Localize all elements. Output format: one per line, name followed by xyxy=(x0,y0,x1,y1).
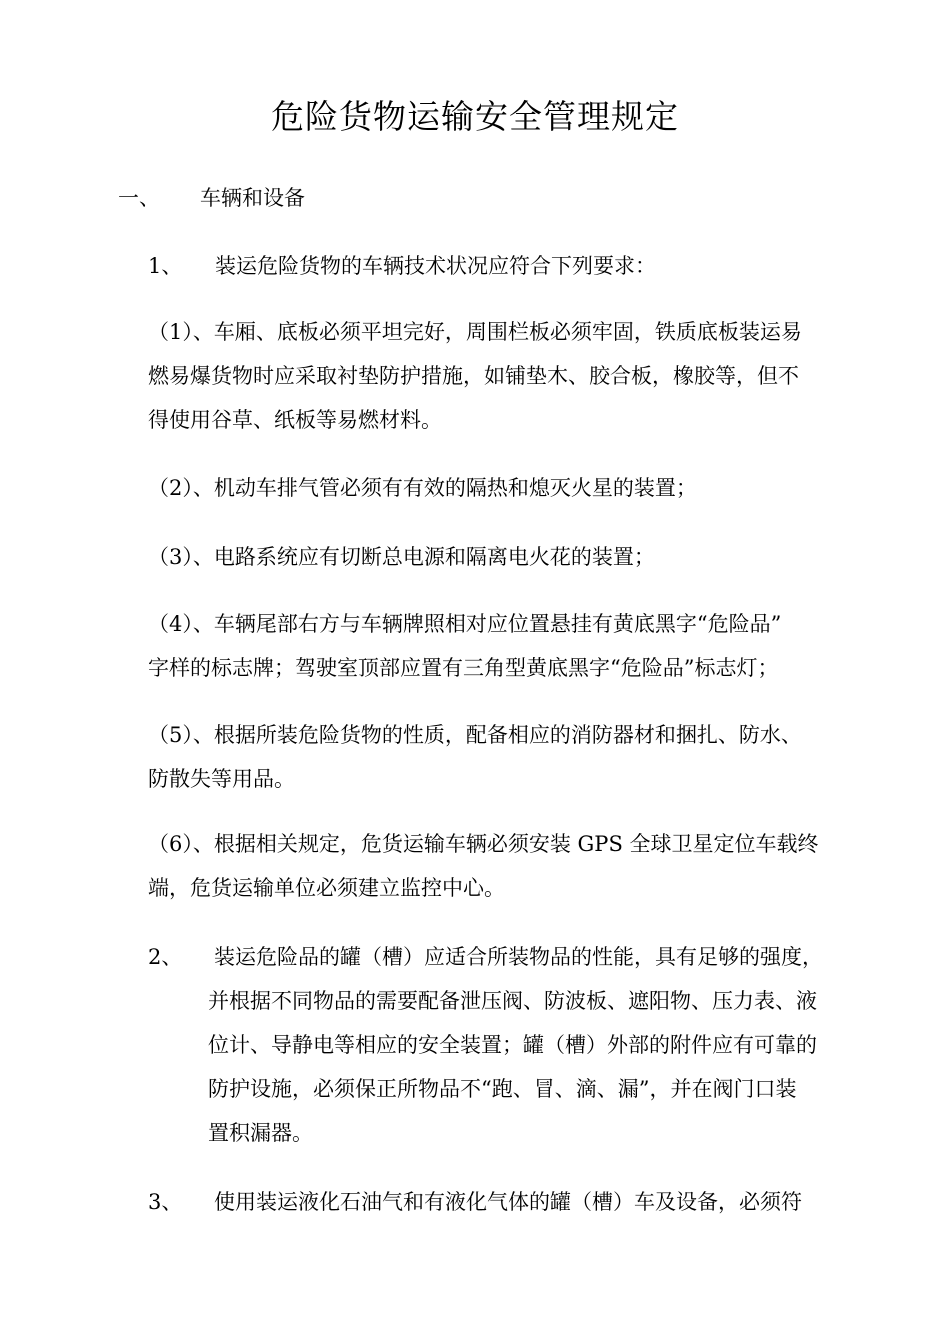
sub-item-line: （1）、车厢、底板必须平坦完好，周围栏板必须牢固，铁质底板装运易 xyxy=(148,320,802,344)
section-number: 一、 xyxy=(118,186,160,210)
item-number: 1、 xyxy=(148,254,183,278)
sub-item-line: （3）、电路系统应有切断总电源和隔离电火花的装置； xyxy=(148,545,655,569)
sub-item-line: （2）、机动车排气管必须有有效的隔热和熄灭火星的装置； xyxy=(148,476,697,500)
sub-item-4 xyxy=(148,602,850,690)
item-line: 位计、导静电等相应的安全装置；罐（槽）外部的附件应有可靠的 xyxy=(208,1033,817,1057)
sub-item-5 xyxy=(148,713,850,801)
page-title: 危险货物运输安全管理规定 xyxy=(271,97,679,136)
item-3-text xyxy=(214,1180,802,1224)
section-heading-vehicles xyxy=(118,181,305,215)
sub-item-line: （6）、根据相关规定，危货运输车辆必须安装 GPS 全球卫星定位车载终 xyxy=(148,832,819,856)
sub-item-line: 字样的标志牌；驾驶室顶部应置有三角型黄底黑字“危险品”标志灯； xyxy=(148,656,779,680)
sub-item-line: 得使用谷草、纸板等易燃材料。 xyxy=(148,408,442,432)
sub-item-line: 燃易爆货物时应采取衬垫防护措施，如铺垫木、胶合板，橡胶等，但不 xyxy=(148,364,799,388)
sub-item-3 xyxy=(148,535,850,579)
sub-item-line: （5）、根据所装危险货物的性质，配备相应的消防器材和捆扎、防水、 xyxy=(148,723,802,747)
item-2-text xyxy=(208,935,823,1155)
item-line: 使用装运液化石油气和有液化气体的罐（槽）车及设备，必须符 xyxy=(214,1190,802,1214)
item-line: 置积漏器。 xyxy=(208,1121,313,1145)
item-number: 2、 xyxy=(148,945,183,969)
item-number: 3、 xyxy=(148,1190,183,1214)
sub-item-6 xyxy=(148,822,850,910)
sub-item-line: 端，危货运输单位必须建立监控中心。 xyxy=(148,876,505,900)
sub-item-1 xyxy=(148,310,850,442)
item-line: 防护设施，必须保正所物品不“跑、冒、滴、漏”，并在阀门口装 xyxy=(208,1077,797,1101)
item-text: 装运危险货物的车辆技术状况应符合下列要求： xyxy=(215,254,656,278)
item-line: 并根据不同物品的需要配备泄压阀、防波板、遮阳物、压力表、液 xyxy=(208,989,817,1013)
sub-item-2 xyxy=(148,466,850,510)
sub-item-line: （4）、车辆尾部右方与车辆牌照相对应位置悬挂有黄底黑字“危险品” xyxy=(148,612,782,636)
section-label: 车辆和设备 xyxy=(200,186,305,210)
sub-item-line: 防散失等用品。 xyxy=(148,767,295,791)
item-line: 装运危险品的罐（槽）应适合所装物品的性能，具有足够的强度， xyxy=(214,945,823,969)
